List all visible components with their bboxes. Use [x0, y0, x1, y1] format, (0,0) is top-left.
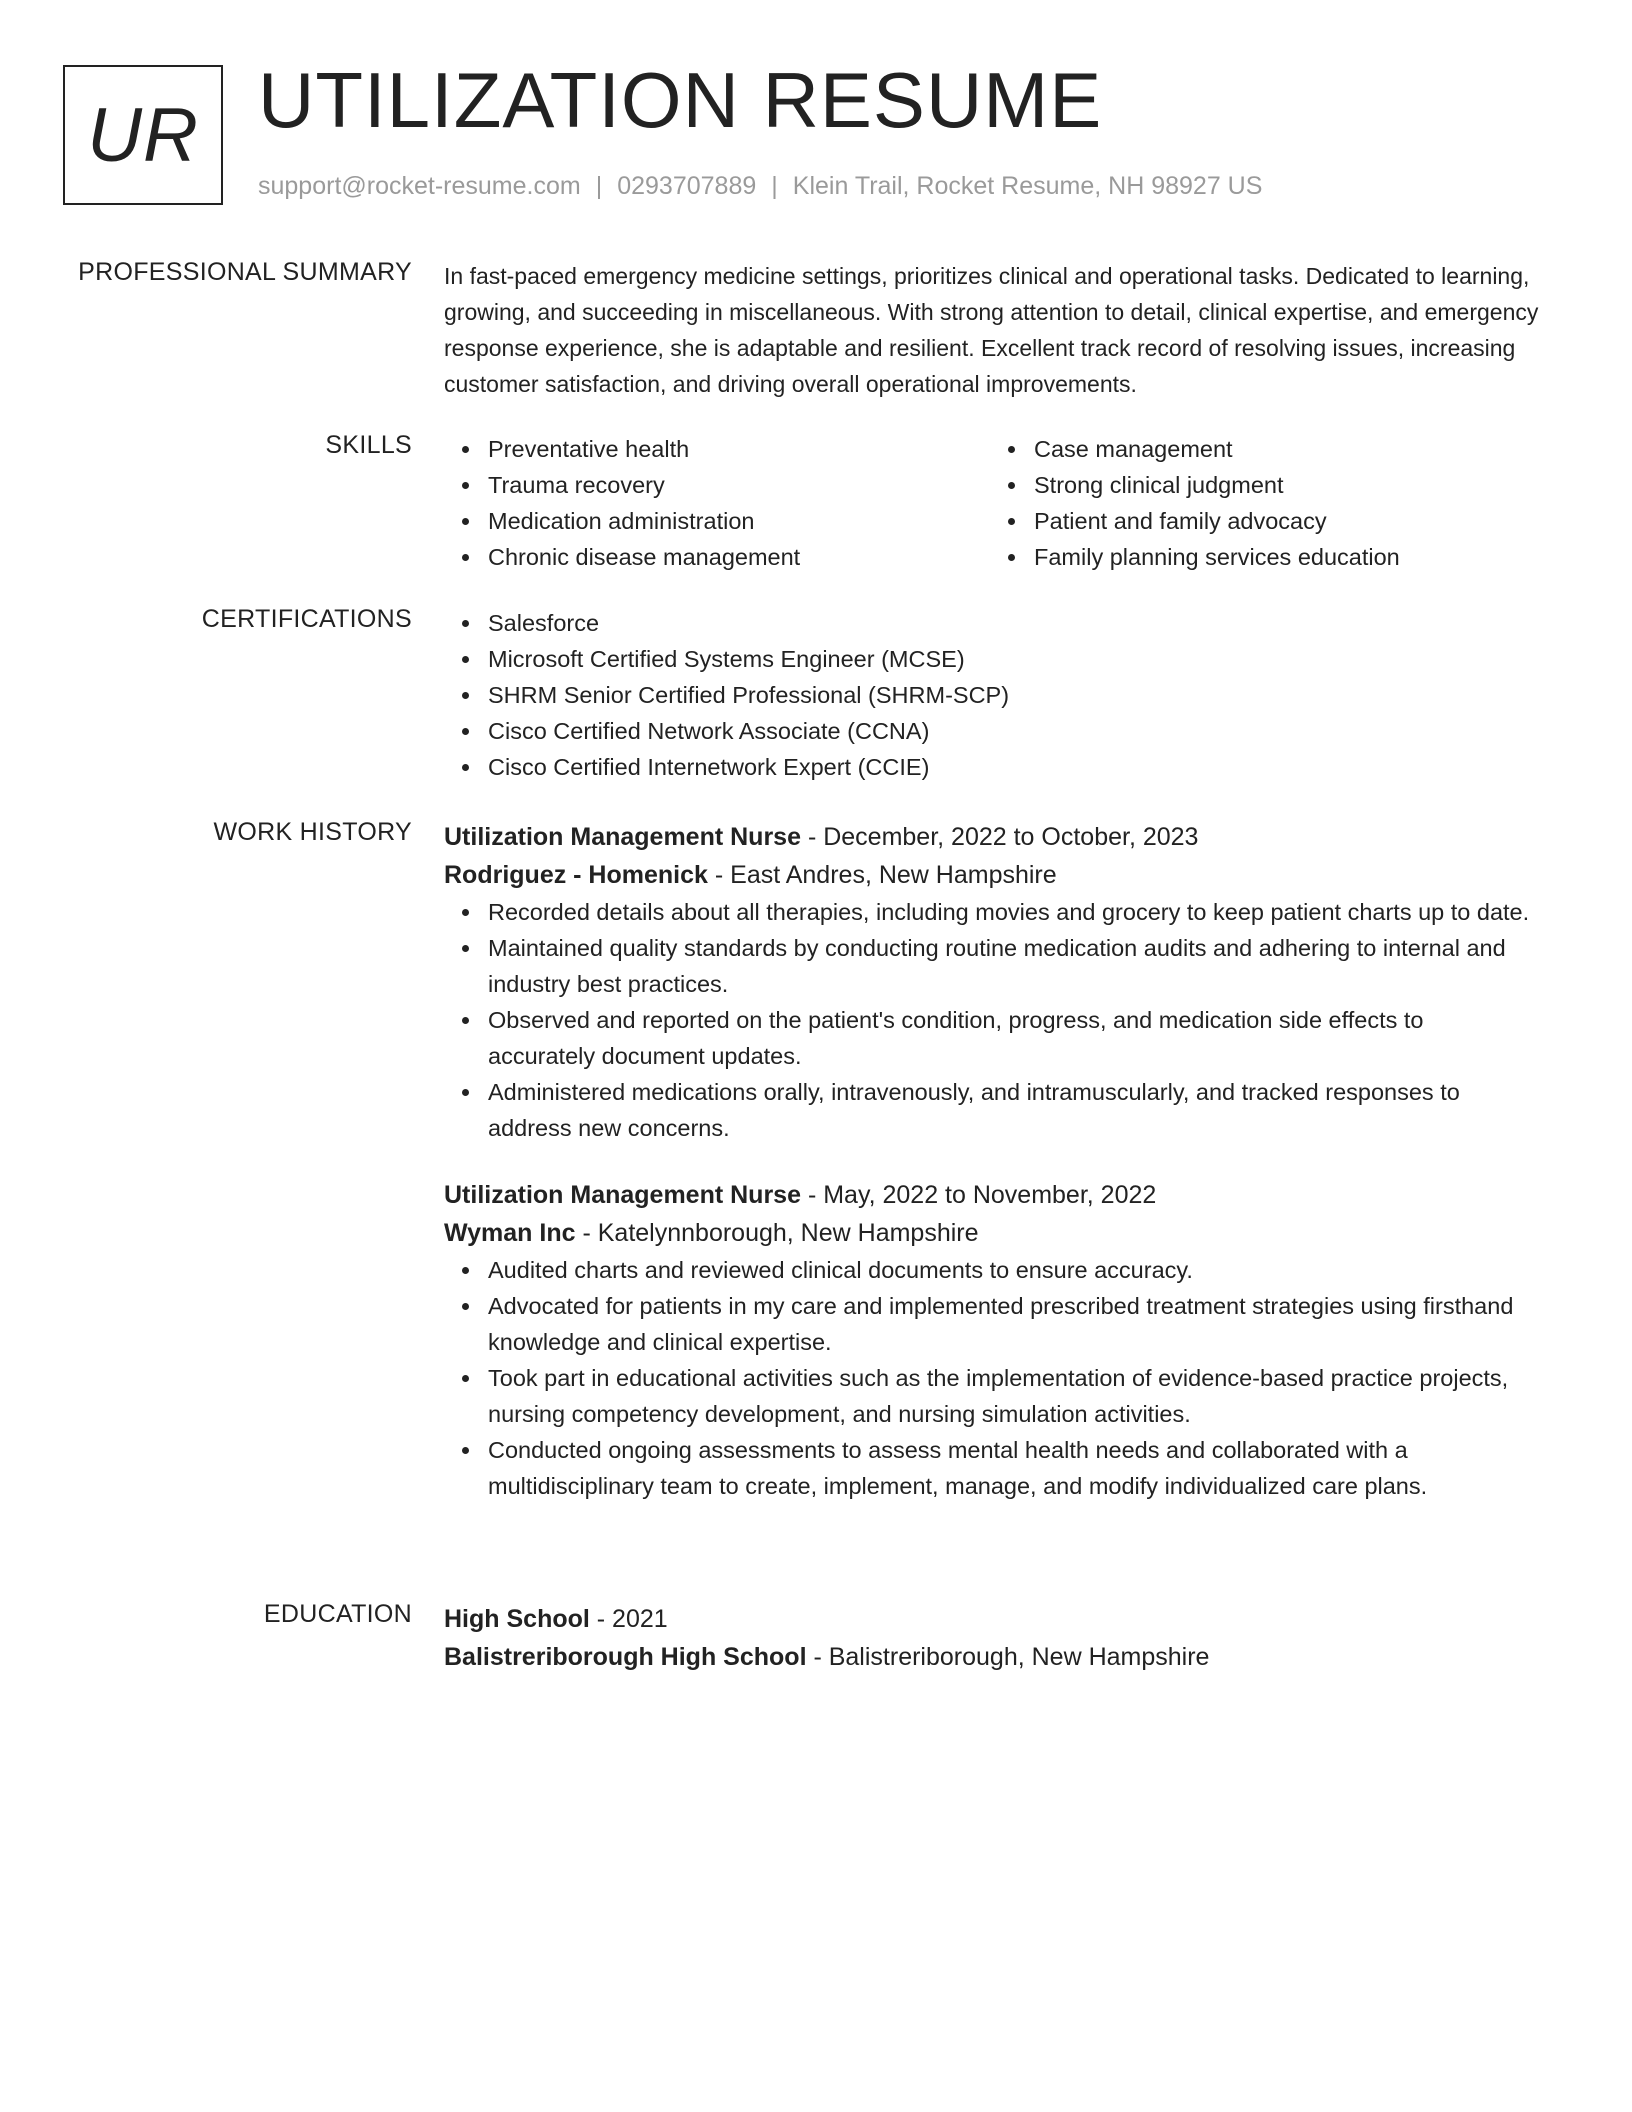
- skill-item: Chronic disease management: [488, 539, 990, 575]
- resume-title: UTILIZATION RESUME: [258, 56, 1103, 144]
- contact-address: Klein Trail, Rocket Resume, NH 98927 US: [792, 172, 1263, 200]
- job-entry: [444, 1176, 1554, 1504]
- job-bullet: Observed and reported on the patient's condition, progress, and medication side effects to accurately document updates.: [488, 1002, 1554, 1074]
- contact-separator: |: [771, 172, 778, 200]
- job-location: - East Andres, New Hampshire: [707, 861, 1057, 889]
- contact-separator: |: [595, 172, 603, 200]
- education-degree-line: [444, 1600, 1554, 1638]
- job-title-line: [444, 818, 1554, 856]
- certifications-label: CERTIFICATIONS: [201, 605, 412, 633]
- certifications-list: [444, 605, 1554, 785]
- certification-item: Cisco Certified Network Associate (CCNA): [488, 713, 1554, 749]
- summary-label: PROFESSIONAL SUMMARY: [78, 258, 412, 286]
- contact-phone: 0293707889: [617, 172, 757, 200]
- job-company: Rodriguez - Homenick: [444, 861, 708, 889]
- certification-item: Microsoft Certified Systems Engineer (MCSE): [488, 641, 1554, 677]
- skills-label: SKILLS: [325, 431, 412, 459]
- job-location: - Katelynnborough, New Hampshire: [575, 1219, 979, 1247]
- work-history-label: WORK HISTORY: [213, 818, 412, 846]
- education-year: - 2021: [589, 1605, 668, 1633]
- job-bullets: [444, 894, 1554, 1146]
- monogram-logo: UR: [63, 65, 223, 205]
- contact-email: support@rocket-resume.com: [258, 172, 581, 200]
- summary-text: In fast-paced emergency medicine settings, prioritizes clinical and operational tasks. Dedicated to learning, growing, and succeeding in miscellaneous. With strong attention to detail, clinical expertise, and emergency response experience, she is adaptable and resilient. Excellent track record of resolving issues, increasing customer satisfaction, and driving overall operational improvements.: [444, 263, 1539, 397]
- certification-item: Cisco Certified Internetwork Expert (CCIE): [488, 749, 1554, 785]
- job-bullet: Maintained quality standards by conducting routine medication audits and adhering to internal and industry best practices.: [488, 930, 1554, 1002]
- job-bullets: [444, 1252, 1554, 1504]
- job-title-line: [444, 1176, 1554, 1214]
- skill-item: Case management: [1034, 431, 1536, 467]
- job-dates: - December, 2022 to October, 2023: [801, 823, 1199, 851]
- skill-item: Trauma recovery: [488, 467, 990, 503]
- certification-item: Salesforce: [488, 605, 1554, 641]
- skill-item: Preventative health: [488, 431, 990, 467]
- education-school-line: [444, 1638, 1554, 1676]
- skill-item: Medication administration: [488, 503, 990, 539]
- job-entry: [444, 818, 1554, 1146]
- job-bullet: Took part in educational activities such as the implementation of evidence-based practice projects, nursing competency development, and nursing simulation activities.: [488, 1360, 1554, 1432]
- job-title: Utilization Management Nurse: [444, 823, 801, 851]
- job-bullet: Audited charts and reviewed clinical documents to ensure accuracy.: [488, 1252, 1554, 1288]
- contact-line: [258, 172, 1262, 201]
- job-bullet: Administered medications orally, intravenously, and intramuscularly, and tracked responses to address new concerns.: [488, 1074, 1554, 1146]
- job-company-line: [444, 1214, 1554, 1252]
- job-company-line: [444, 856, 1554, 894]
- skills-list-left: [444, 431, 990, 575]
- job-company: Wyman Inc: [444, 1219, 576, 1247]
- job-bullet: Conducted ongoing assessments to assess mental health needs and collaborated with a multidisciplinary team to create, implement, manage, and modify individualized care plans.: [488, 1432, 1554, 1504]
- skill-item: Family planning services education: [1034, 539, 1536, 575]
- skill-item: Strong clinical judgment: [1034, 467, 1536, 503]
- skill-item: Patient and family advocacy: [1034, 503, 1536, 539]
- education-school: Balistreriborough High School: [444, 1643, 807, 1671]
- education-degree: High School: [444, 1605, 590, 1633]
- certification-item: SHRM Senior Certified Professional (SHRM-SCP): [488, 677, 1554, 713]
- job-bullet: Advocated for patients in my care and implemented prescribed treatment strategies using firsthand knowledge and clinical expertise.: [488, 1288, 1554, 1360]
- skills-list-right: [990, 431, 1536, 575]
- job-dates: - May, 2022 to November, 2022: [801, 1181, 1157, 1209]
- job-bullet: Recorded details about all therapies, including movies and grocery to keep patient charts up to date.: [488, 894, 1554, 930]
- education-label: EDUCATION: [263, 1600, 412, 1628]
- education-location: - Balistreriborough, New Hampshire: [806, 1643, 1210, 1671]
- job-title: Utilization Management Nurse: [444, 1181, 801, 1209]
